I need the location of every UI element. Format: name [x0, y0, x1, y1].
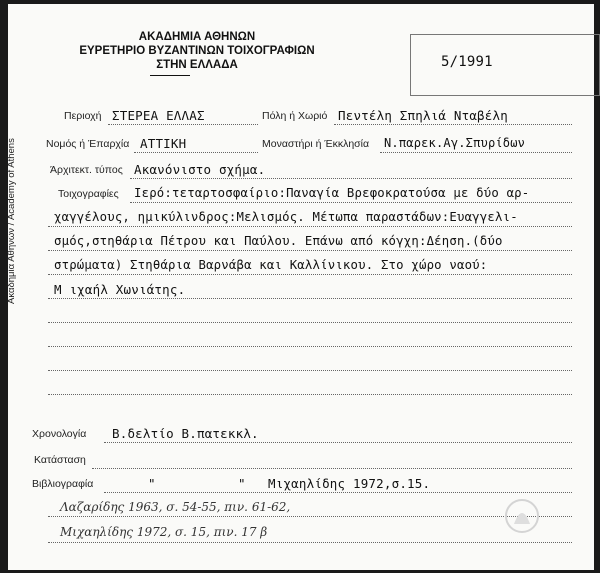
- empty-dots-1: [48, 322, 572, 323]
- bibliography-quote-1: ": [148, 476, 156, 491]
- architecture-dots: [130, 178, 572, 179]
- condition-dots: [92, 468, 572, 469]
- dating-value: Β.δελτίο Β.πατεκκλ.: [112, 426, 259, 441]
- empty-dots-2: [48, 346, 572, 347]
- handwritten-dots-1: [48, 516, 572, 517]
- empty-dots-3: [48, 370, 572, 371]
- city-value: Πεντέλη Σπηλιά Νταβέλη: [338, 108, 508, 123]
- bibliography-value: Μιχαηλίδης 1972,σ.15.: [268, 476, 431, 491]
- header-line-2: ΕΥΡΕΤΗΡΙΟ ΒΥΖΑΝΤΙΝΩΝ ΤΟΙΧΟΓΡΑΦΙΩΝ: [79, 45, 315, 57]
- frescoes-line-4: στρώματα) Στηθάρια Βαρνάβα και Καλλίνικου. Στο χώρο ναού:: [54, 258, 488, 272]
- frescoes-line-2: χαγγέλους, ημικύλινδρος:Μελισμός. Μέτωπα παραστάδων:Ευαγγελι-: [54, 210, 518, 224]
- bibliography-quote-2: ": [238, 476, 246, 491]
- header-underline: [150, 75, 190, 76]
- frescoes-dots-3: [48, 250, 572, 251]
- header-line-1: ΑΚΑΔΗΜΙΑ ΑΘΗΝΩΝ: [138, 31, 256, 43]
- header-line-3: ΣΤΗΝ ΕΛΛΑΔΑ: [156, 59, 238, 71]
- handwritten-dots-2: [48, 542, 572, 543]
- frescoes-dots-4: [48, 274, 572, 275]
- record-number-box: [410, 34, 600, 96]
- handwritten-line-1: Λαζαρίδης 1963, σ. 54-55, πιν. 61-62,: [60, 500, 291, 514]
- academy-emblem-watermark: [502, 494, 542, 538]
- frescoes-line-1: Ιερό:τεταρτοσφαίριο:Παναγία Βρεφοκρατούσα με δύο αρ-: [134, 186, 530, 200]
- frescoes-line-3: σμός,στηθάρια Πέτρου και Παύλου. Επάνω από κόγχη:Δέηση.(δύο: [54, 234, 503, 248]
- city-dots: [334, 124, 572, 125]
- index-card: [8, 4, 594, 570]
- architecture-label: Άρχιτεκτ. τύπος: [50, 164, 123, 176]
- region-value: ΣΤΕΡΕΑ ΕΛΛΑΣ: [112, 108, 205, 123]
- record-number: 5/1991: [441, 54, 493, 70]
- frescoes-label: Τοιχογραφίες: [58, 188, 119, 200]
- frescoes-dots-1: [130, 202, 572, 203]
- prefecture-value: ΑΤΤΙΚΗ: [140, 136, 187, 151]
- prefecture-label: Νομός ή Έπαρχία: [46, 138, 130, 150]
- frescoes-line-5: Μ ιχαήλ Χωνιάτης.: [54, 282, 186, 297]
- frescoes-dots-5: [48, 298, 572, 299]
- empty-dots-4: [48, 394, 572, 395]
- prefecture-dots: [134, 152, 258, 153]
- handwritten-line-2: Μιχαηλίδης 1972, σ. 15, πιν. 17 β: [60, 525, 268, 539]
- condition-label: Κατάσταση: [34, 454, 86, 466]
- monastery-dots: [380, 152, 572, 153]
- frescoes-dots-2: [48, 226, 572, 227]
- region-dots: [108, 124, 258, 125]
- monastery-value: Ν.παρεκ.Αγ.Σπυρίδων: [384, 136, 526, 150]
- dating-dots: [104, 442, 572, 443]
- city-label: Πόλη ή Χωριό: [262, 110, 328, 122]
- dating-label: Χρονολογία: [32, 428, 87, 440]
- bibliography-dots: [104, 492, 572, 493]
- monastery-label: Μοναστήρι ή Έκκλησία: [262, 138, 370, 150]
- side-caption: Ακαδημία Αθηνών / Academy of Athens: [6, 138, 17, 304]
- region-label: Περιοχή: [64, 110, 102, 122]
- architecture-value: Ακανόνιστο σχήμα.: [134, 162, 266, 177]
- bibliography-label: Βιβλιογραφία: [32, 478, 94, 490]
